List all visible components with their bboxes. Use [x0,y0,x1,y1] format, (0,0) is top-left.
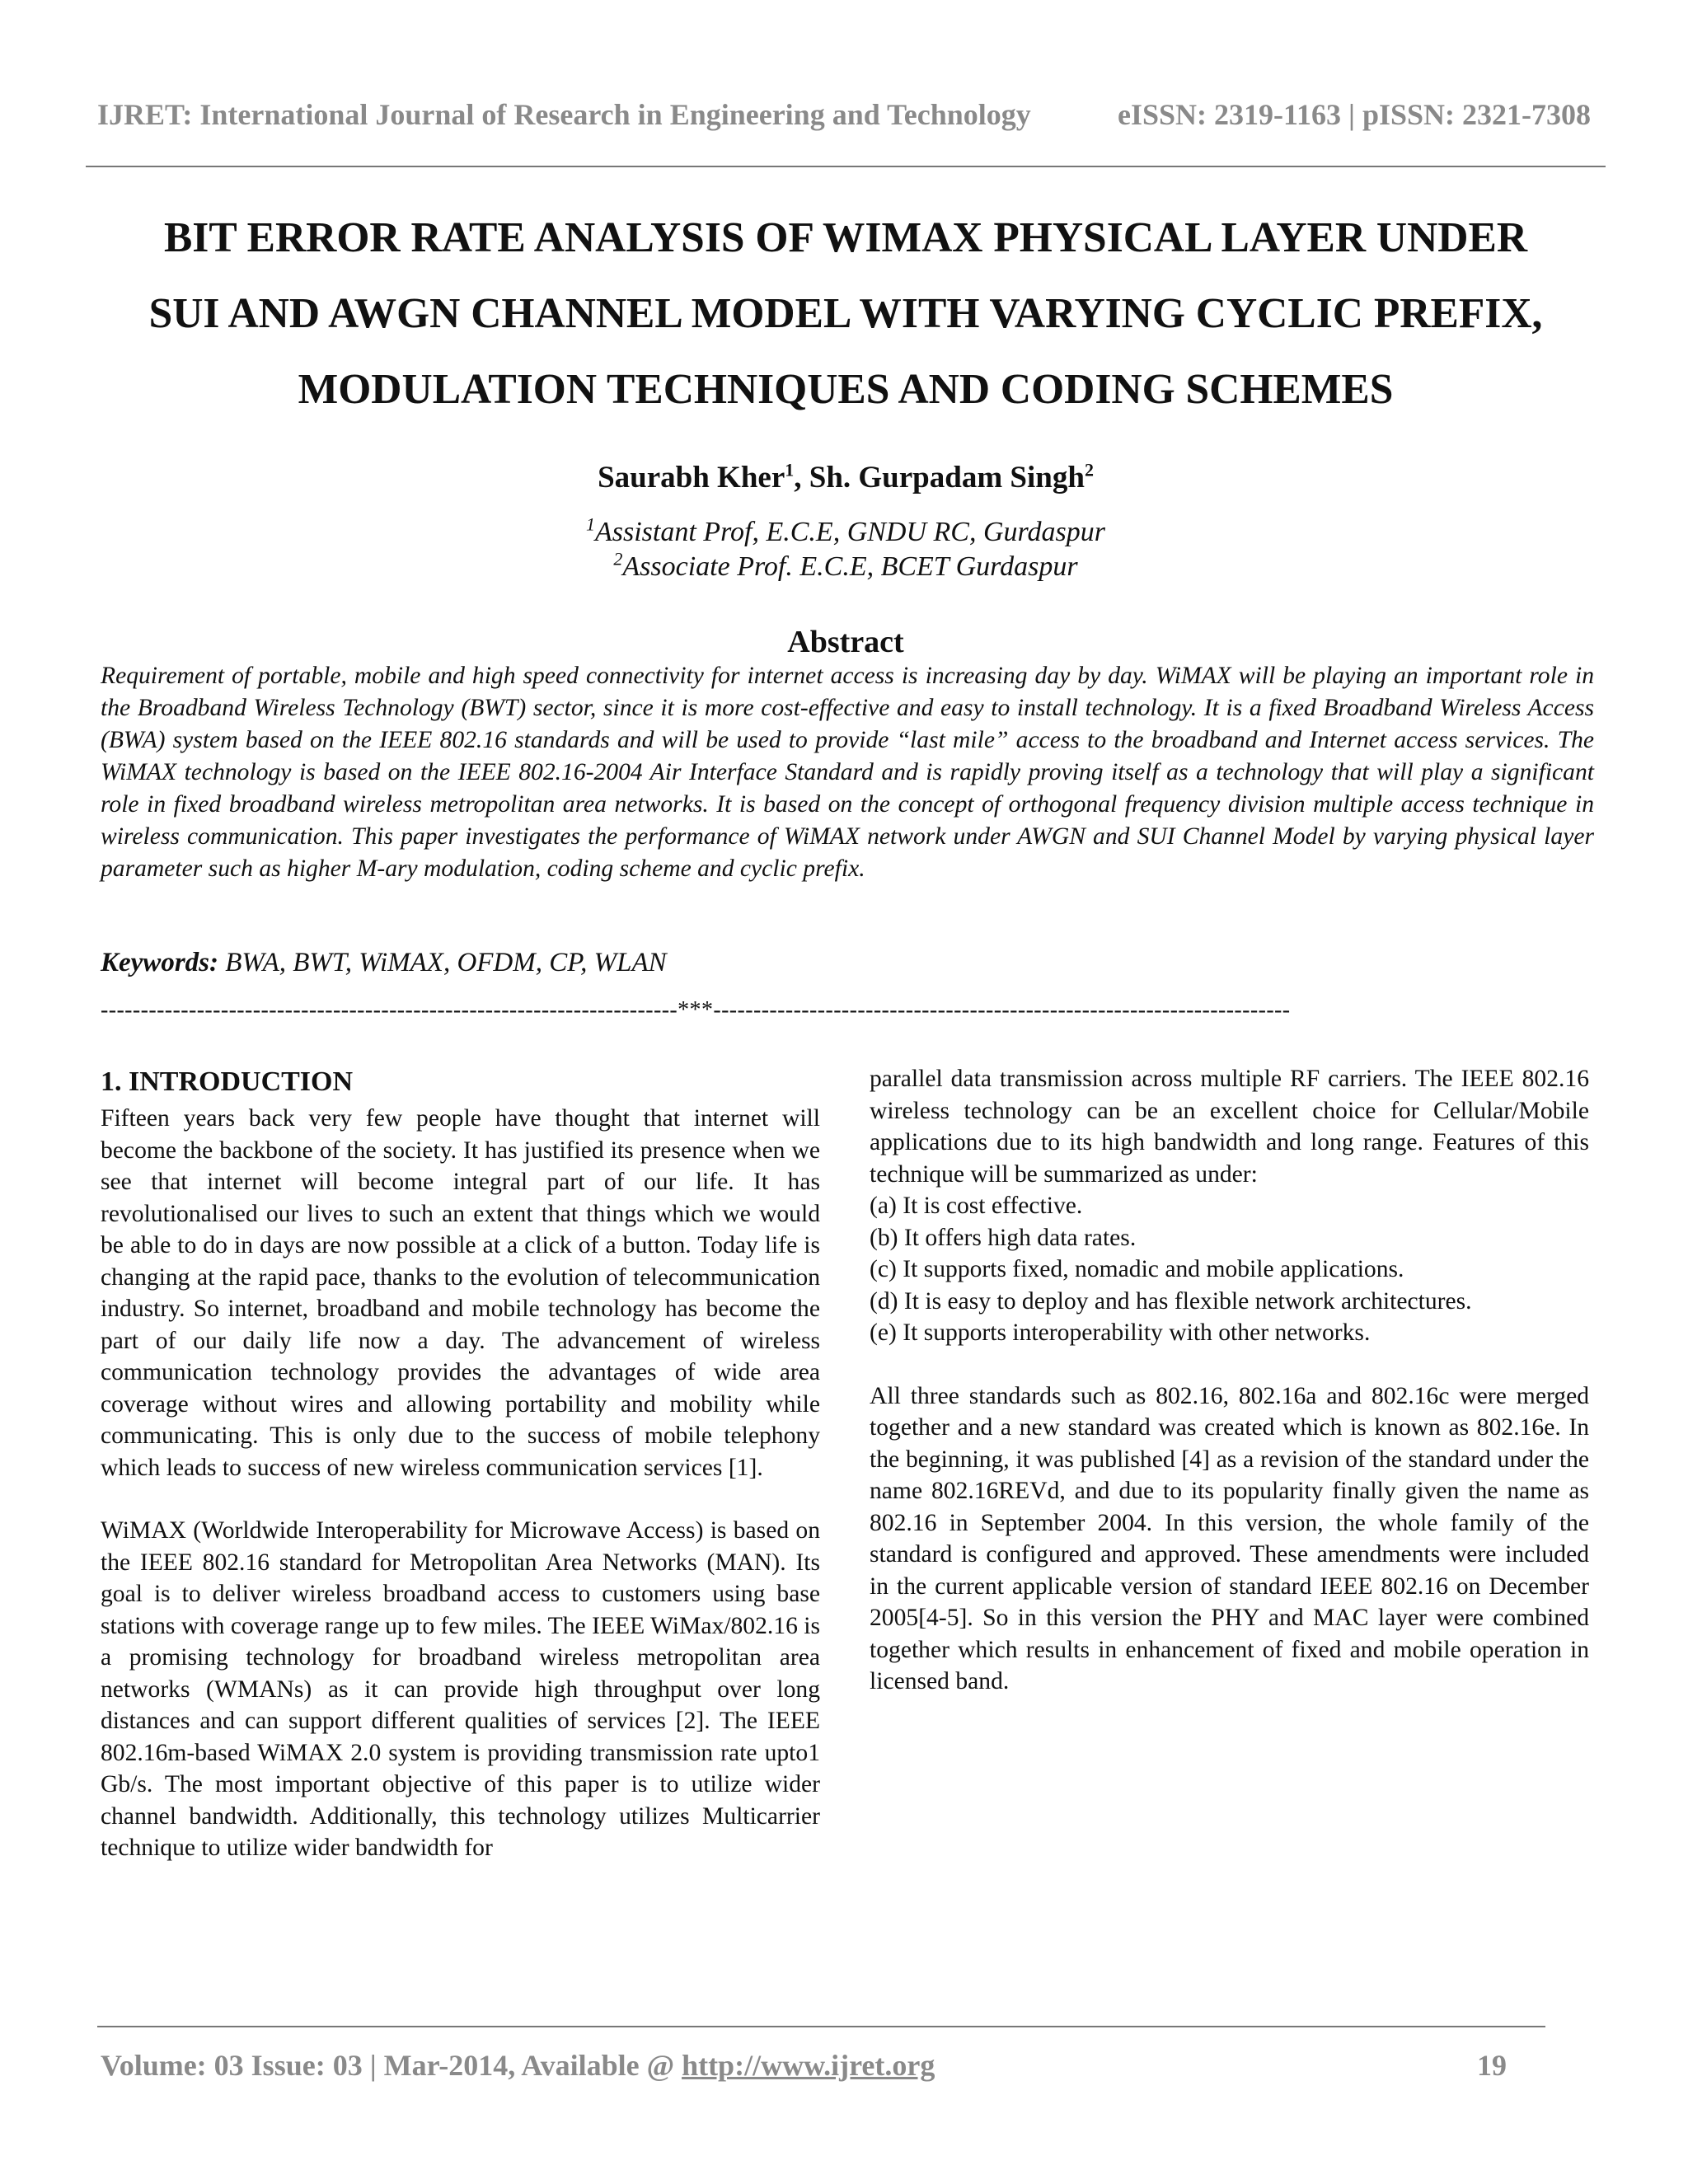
abstract-body: Requirement of portable, mobile and high speed connectivity for internet access is increasing day by day. WiMAX will be playing an important role in the Broadband Wireless Technology (BWT) sector, since it is more cost-effective and easy to install technology. It is a fixed Broadband Wireless Access (BWA) system based on the IEEE 802.16 standards and will be used to provide “last mile” access to the broadband and Internet access services. The WiMAX technology is based on the IEEE 802.16-2004 Air Interface Standard and is rapidly proving itself as a technology that will play a significant role in fixed broadband wireless metropolitan area networks. It is based on the concept of orthogonal frequency division multiple access technique in wireless communication. This paper investigates the performance of WiMAX network under AWGN and SUI Channel Model by varying physical layer parameter such as higher M-ary modulation, coding scheme and cyclic prefix. [101,663,1594,882]
affiliation-2-mark: 2 [613,548,623,569]
author-1: Saurabh Kher [598,461,785,494]
journal-link[interactable]: http://www.ijret.org [682,2049,935,2082]
paragraph: All three standards such as 802.16, 802.16a and 802.16c were merged together and a new standard was created which is known as 802.16e. In the beginning, it was published [4] as a revision of the standard under the name 802.16REVd, and due to its popularity finally given the name as 802.16 in September 2004. In this version, the whole family of the standard is configured and approved. These amendments were included in the current applicable version of standard IEEE 802.16 on December 2005[4-5]. So in this version the PHY and MAC layer were combined together which results in enhancement of fixed and mobile operation in licensed band. [870,1382,1589,1694]
affiliation-1: $^1$Assistant Prof, E.C.E, GNDU RC, Gurdaspur [586,513,1105,547]
author-list [86,457,1606,499]
section-heading: 1. INTRODUCTION [101,1066,354,1097]
abstract-heading: Abstract [787,625,904,659]
footer-volume: Volume: 03 Issue: 03 | Mar-2014, Available @ http://www.ijret.org [101,2049,935,2082]
paragraph: WiMAX (Worldwide Interoperability for Microwave Access) is based on the IEEE 802.16 standard for Metropolitan Area Networks (MAN). Its goal is to deliver wireless broadband access to customers using base stations with coverage range up to few miles. The IEEE WiMax/802.16 is a promising technology for broadband wireless metropolitan area networks (WMANs) as it can provide high throughput over long distances and can support different qualities of services [2]. The IEEE 802.16m-based WiMAX 2.0 system is providing transmission rate upto1 Gb/s. The most important objective of this paper is to utilize wider channel bandwidth. Additionally, this technology utilizes Multicarrier technique to utilize wider bandwidth for [101,1517,821,1861]
title-line-1: BIT ERROR RATE ANALYSIS OF WIMAX PHYSICAL LAYER UNDER [163,214,1528,261]
section-separator: ------------------------------------------------------------------------***------------------------------------------------------------------------ [101,997,1291,1023]
paragraph-gap [870,1349,1589,1380]
list-item: (a) It is cost effective. [870,1193,1083,1219]
affiliation-2: $^2$Associate Prof. E.C.E, BCET Gurdaspur [613,548,1078,582]
author-2: Sh. Gurpadam Singh [809,461,1085,494]
paragraph: parallel data transmission across multiple RF carriers. The IEEE 802.16 wireless technology can be an excellent choice for Cellular/Mobile applications due to its high bandwidth and long range. Features of this technique will be summarized as under: [870,1066,1589,1188]
keywords-values: BWA, BWT, WiMAX, OFDM, CP, WLAN [218,948,667,977]
list-item: (e) It supports interoperability with other networks. [870,1319,1371,1346]
paragraph: Fifteen years back very few people have thought that internet will become the backbone of the society. It has justified its presence when we see that internet will become integral part of our life. It has revolutionalised our lives to such an extent that things which we would be able to do in days are now possible at a click of a button. Today life is changing at the rapid pace, thanks to the evolution of telecommunication industry. So internet, broadband and mobile technology has become the part of our daily life now a day. The advancement of wireless communication technology provides the advantages of wide area coverage without wires and allowing portability and mobility while communicating. This is only due to the success of mobile telephony which leads to success of new wireless communication services [1]. [101,1105,820,1481]
journal-name: IJRET: International Journal of Research in Engineering and Technology [97,98,1031,131]
running-footer [101,2048,1507,2089]
title-line-2: SUI AND AWGN CHANNEL MODEL WITH VARYING CYCLIC PREFIX, [148,290,1543,337]
title-line-3: MODULATION TECHNIQUES AND CODING SCHEMES [298,366,1394,413]
page-number: 19 [1477,2049,1507,2082]
paper-title [86,200,1606,428]
keywords [101,944,1594,981]
right-column [870,1063,1589,1698]
header-rule [86,166,1606,167]
footer-rule [97,2026,1545,2027]
left-column [101,1063,820,1864]
paragraph-gap [101,1483,820,1515]
author-1-mark: 1 [785,459,795,480]
list-item: (b) It offers high data rates. [870,1224,1137,1251]
running-header [97,97,1591,140]
issn-text: eISSN: 2319-1163 | pISSN: 2321-7308 [1118,98,1591,131]
author-separator: , [794,461,809,494]
affiliations [86,515,1606,584]
keywords-label: Keywords: [101,948,218,977]
affiliation-1-mark: 1 [586,513,595,535]
list-item: (c) It supports fixed, nomadic and mobile applications. [870,1256,1404,1282]
list-item: (d) It is easy to deploy and has flexible network architectures. [870,1287,1472,1315]
author-2-mark: 2 [1084,459,1094,480]
